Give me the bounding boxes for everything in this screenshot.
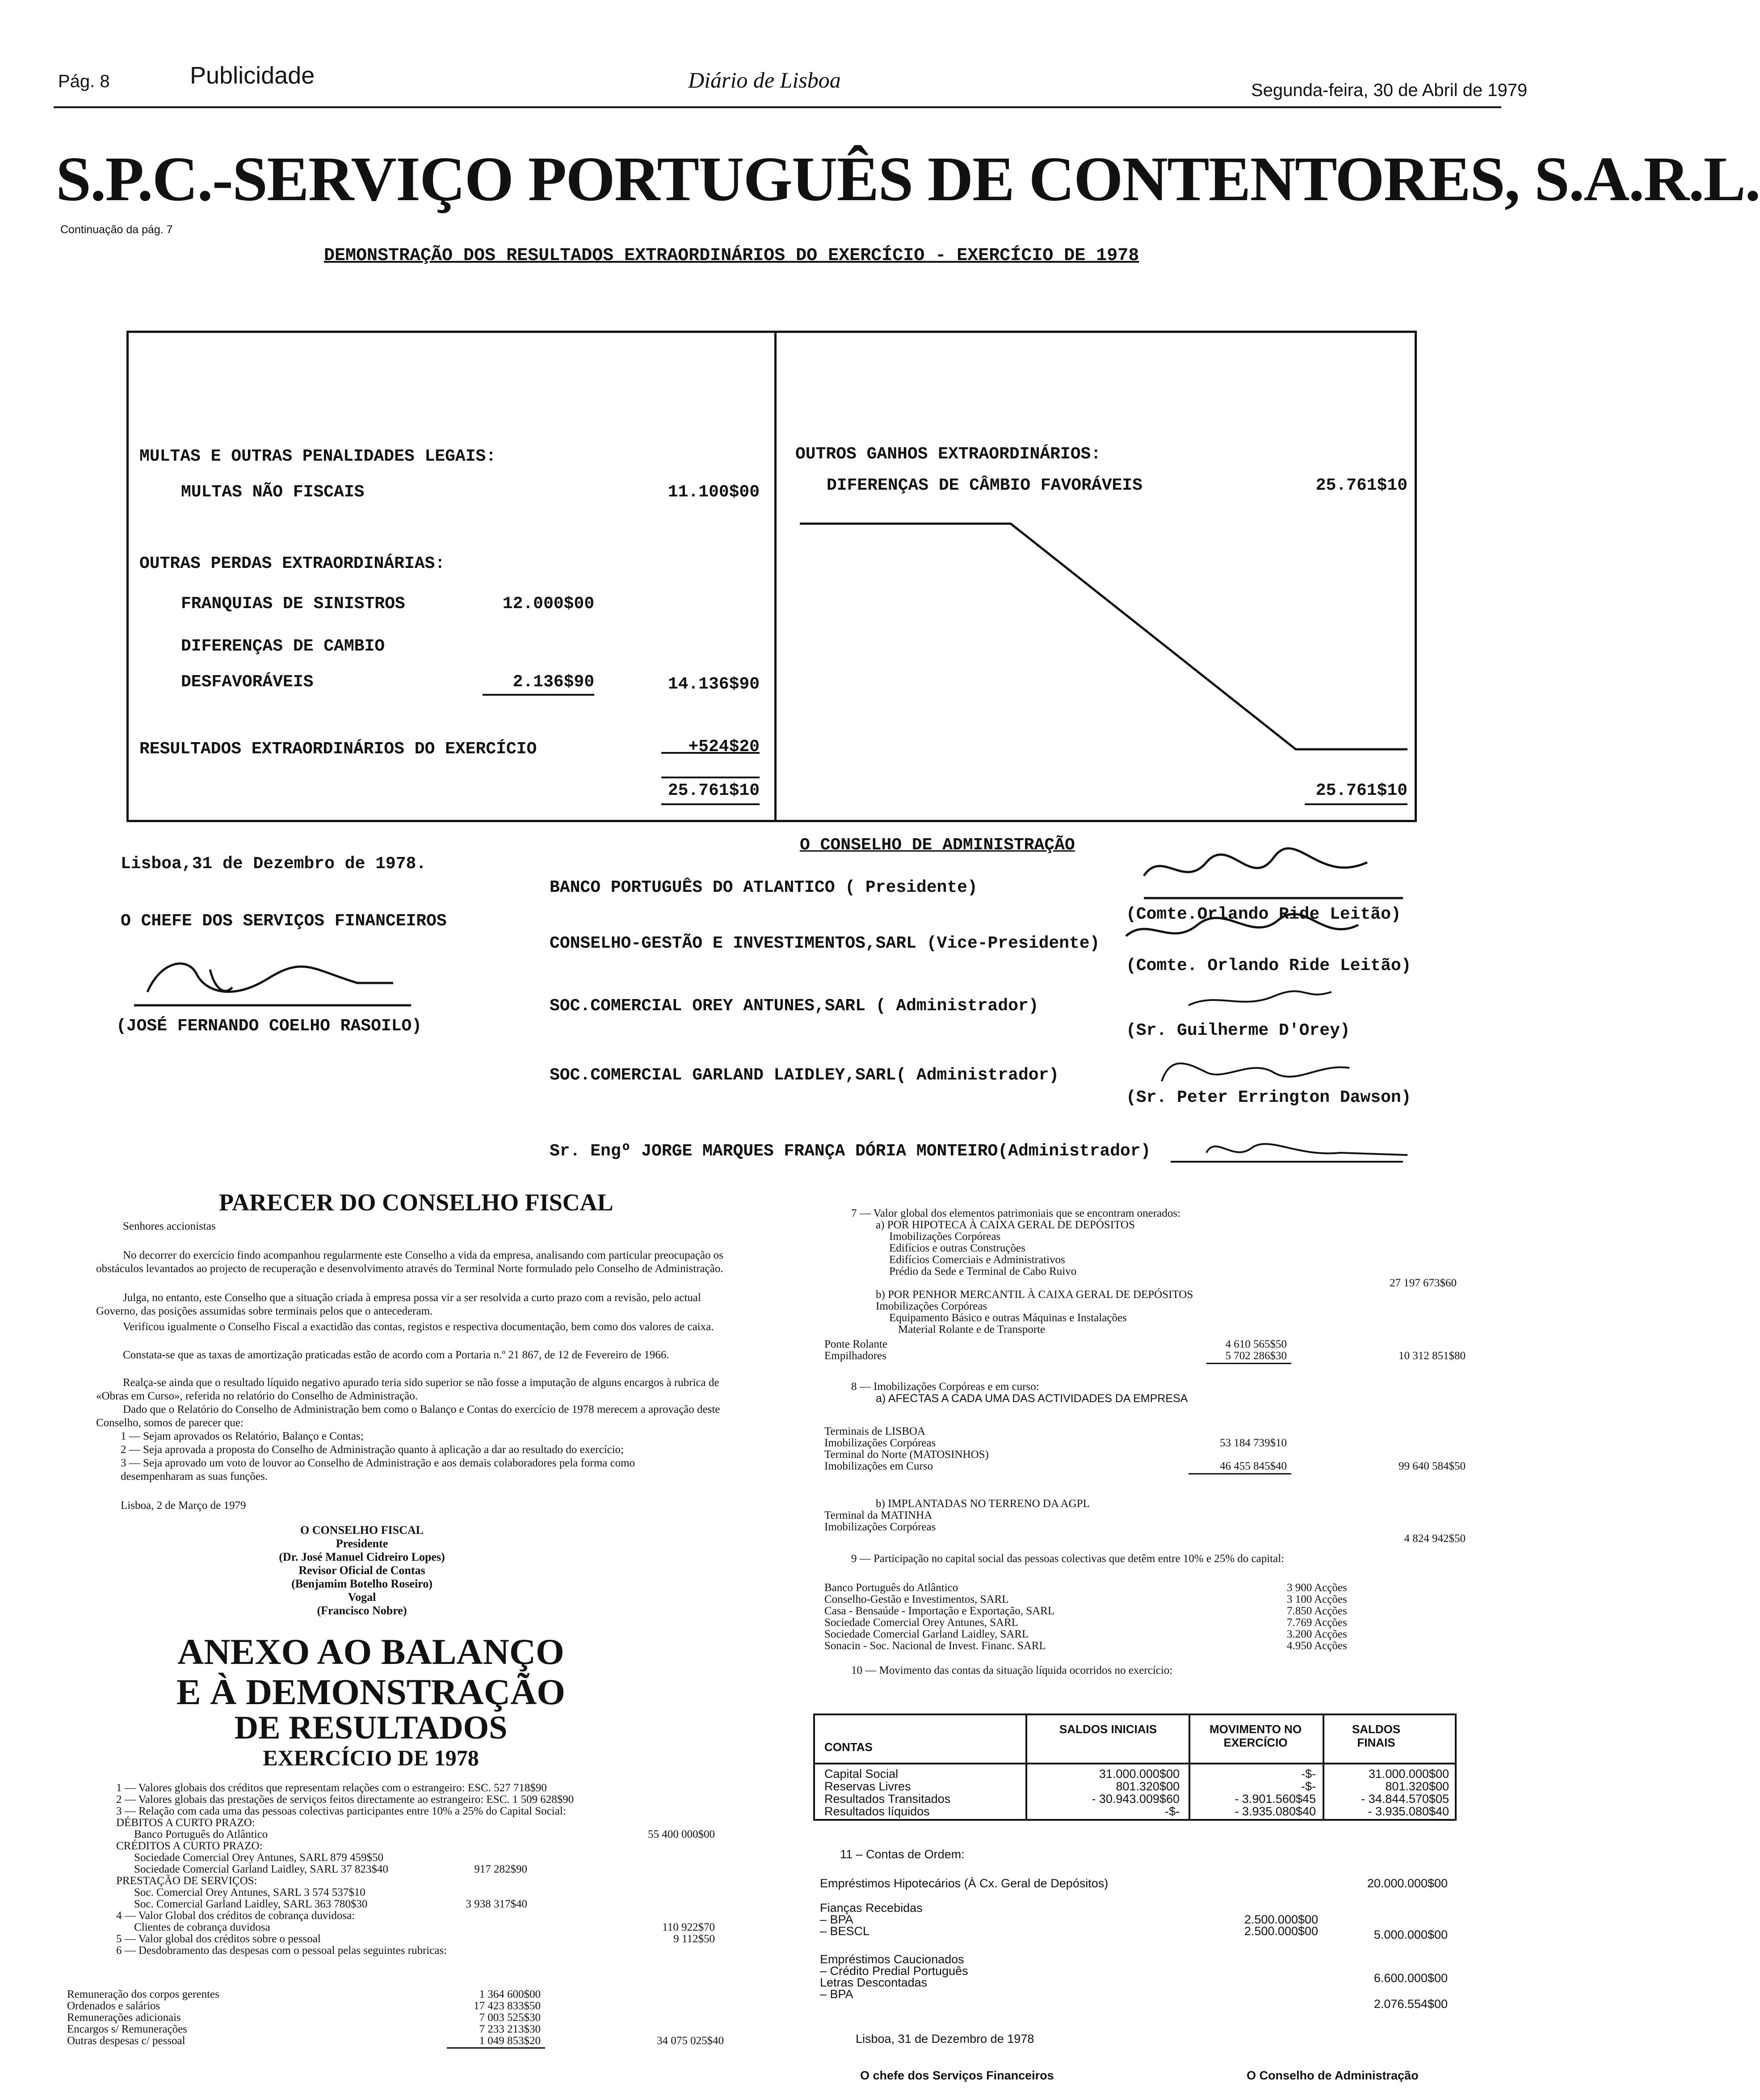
tr1-c1: 801.320$00 [1116, 1780, 1180, 1793]
ordem-3-b: 5.000.000$00 [1374, 1928, 1448, 1941]
expense-1: Ordenados e salários [67, 2000, 160, 2012]
item7b-l0: Imobilizações Corpóreas [876, 1300, 987, 1312]
anexo-title-3: DE RESULTADOS [234, 1709, 508, 1746]
anexo-line-10: Soc. Comercial Garland Laidley, SARL 363 780$30 [134, 1898, 368, 1910]
table-col-rule-3 [1323, 1714, 1324, 1821]
parecer-item-3: 3 — Seja aprovado um voto de louvor ao Conselho de Administração e aos demais colaboradores pela forma como desempenharam as suas funções. [121, 1457, 635, 1483]
ponte-value: 4 610 565$50 [1225, 1338, 1287, 1350]
item8a-l0: Terminais de LISBOA [824, 1425, 925, 1437]
item8a-l1: Imobilizações Corpóreas [824, 1437, 936, 1449]
parecer-date: Lisboa, 2 de Março de 1979 [121, 1499, 246, 1512]
th-saldos-finais: SALDOS FINAIS [1352, 1722, 1401, 1749]
ordem-5-b: 6.600.000$00 [1374, 1971, 1448, 1985]
item7a-l3: Prédio da Sede e Terminal de Cabo Ruivo [889, 1265, 1077, 1277]
item8a: a) AFECTAS A CADA UMA DAS ACTIVIDADES DA EMPRESA [876, 1392, 1188, 1405]
diferencas-value: 2.136$90 [512, 672, 594, 692]
tr3-c1: -$- [1165, 1805, 1180, 1818]
rep-2: (Comte. Orlando Ride Leitão) [1126, 956, 1411, 975]
empil-value: 5 702 286$30 [1225, 1350, 1287, 1362]
perdas-total: 14.136$90 [668, 675, 760, 694]
item7b-l1: Equipamento Básico e outras Máquinas e Instalações [889, 1312, 1127, 1324]
shareholder-2-v: 7.850 Acções [1287, 1605, 1347, 1617]
item9: 9 — Participação no capital social das pessoas colectivas que detêm entre 10% e 25% do capital: [851, 1553, 1285, 1565]
anexo-line-4-b: 55 400 000$00 [648, 1828, 715, 1840]
expense-4-a: 1 049 853$20 [479, 2035, 541, 2047]
anexo-line-12-b: 110 922$70 [662, 1921, 715, 1933]
th-movimento: MOVIMENTO NO EXERCÍCIO [1209, 1722, 1302, 1749]
item7a-l0: Imobilizações Corpóreas [889, 1231, 1001, 1243]
table-header-rule [813, 1763, 1457, 1764]
item8b: b) IMPLANTADAS NO TERRENO DA AGPL [876, 1498, 1090, 1510]
shareholder-0-v: 3 900 Acções [1287, 1582, 1347, 1594]
tr1-c0: Reservas Livres [824, 1780, 911, 1793]
tr2-c2: - 3.901.560$45 [1235, 1792, 1316, 1806]
tr1-c2: -$- [1301, 1780, 1316, 1793]
anexo-line-3: DÉBITOS A CURTO PRAZO: [116, 1817, 255, 1829]
shareholder-5-v: 4.950 Acções [1287, 1640, 1347, 1652]
diferencas-label-1: DIFERENÇAS DE CAMBIO [181, 637, 385, 656]
th-contas: CONTAS [824, 1740, 873, 1754]
fiscal-sig-0: O CONSELHO FISCAL [300, 1524, 424, 1537]
ordem-4: Empréstimos Caucionados [820, 1953, 964, 1966]
statement-title: DEMONSTRAÇÃO DOS RESULTADOS EXTRAORDINÁRIOS DO EXERCÍCIO - EXERCÍCIO DE 1978 [324, 246, 1139, 266]
parecer-p5: Realça-se ainda que o resultado líquido negativo apurado teria sido superior se não fosse a imputação de alguns encargos à rubrica de «Obras em Curso», referida no relatório do Conselho de Administração. [96, 1377, 719, 1402]
anexo-line-13: 5 — Valor global dos créditos sobre o pessoal [116, 1933, 321, 1945]
item8a-underline [1189, 1473, 1291, 1474]
anexo-line-7-a: 917 282$90 [474, 1863, 527, 1875]
section-label: Publicidade [190, 62, 315, 89]
parecer-p6: Dado que o Relatório do Conselho de Administração bem como o Balanço e Contas do exercício de 1978 merecem a aprovação deste Conselho, somos de parecer que: [96, 1403, 720, 1429]
item8: 8 — Imobilizações Corpóreas e em curso: [851, 1381, 1039, 1393]
anexo-line-7: Sociedade Comercial Garland Laidley, SARL 37 823$40 [134, 1863, 388, 1875]
expense-2-a: 7 003 525$30 [479, 2012, 541, 2024]
anexo-line-11: 4 — Valor Global dos créditos de cobrança duvidosa: [116, 1910, 355, 1922]
page-title: S.P.C.-SERVIÇO PORTUGUÊS DE CONTENTORES, S.A.R.L. [56, 143, 1760, 214]
chefe-title: O CHEFE DOS SERVIÇOS FINANCEIROS [121, 911, 447, 931]
parecer-item-2: 2 — Seja aprovada a proposta do Conselho de Administração quanto à aplicação a dar ao resultado do exercício; [121, 1444, 624, 1456]
member-5: Sr. Engº JORGE MARQUES FRANÇA DÓRIA MONTEIRO(Administrador) [550, 1142, 1151, 1161]
parecer-p4: Constata-se que as taxas de amortização praticadas estão de acordo com a Portaria n.º 21 867, de 12 de Fevereiro de 1966. [123, 1349, 669, 1361]
expense-underline [447, 2047, 545, 2049]
parecer-p3: Verificou igualmente o Conselho Fiscal a exactidão das contas, registos e respectiva documentação, bem como dos valores de caixa. [123, 1321, 714, 1333]
item8b-l1: Imobilizações Corpóreas [824, 1521, 936, 1533]
ordem-0-b: 20.000.000$00 [1367, 1877, 1448, 1890]
anexo-subtitle: EXERCÍCIO DE 1978 [263, 1745, 479, 1770]
continuation-note: Continuação da pág. 7 [60, 223, 173, 236]
tr3-c2: - 3.935.080$40 [1235, 1805, 1316, 1818]
item7b-total: 10 312 851$80 [1399, 1350, 1466, 1362]
ordem-3-a: 2.500.000$00 [1244, 1924, 1318, 1938]
tr1-c3: 801.320$00 [1385, 1780, 1449, 1793]
fiscal-sig-4: (Benjamim Botelho Roseiro) [291, 1577, 433, 1590]
anexo-title-1: ANEXO AO BALANÇO [177, 1631, 564, 1672]
anexo-line-14: 6 — Desdobramento das despesas com o pessoal pelas seguintes rubricas: [116, 1945, 447, 1957]
ordem-5: – Crédito Predial Português [820, 1964, 968, 1978]
shareholder-4-v: 3.200 Acções [1287, 1628, 1347, 1640]
expense-0-a: 1 364 600$00 [479, 1988, 541, 2000]
fiscal-sig-1: Presidente [336, 1537, 388, 1550]
chefe-name: (JOSÉ FERNANDO COELHO RASOILO) [116, 1016, 422, 1036]
anexo-line-10-a: 3 938 317$40 [466, 1898, 527, 1910]
fiscal-sig-6: (Francisco Nobre) [317, 1604, 407, 1617]
shareholder-3-v: 7.769 Acções [1287, 1617, 1347, 1629]
tr3-c0: Resultados líquidos [824, 1805, 930, 1818]
left-total: 25.761$10 [668, 781, 760, 800]
ordem-2-a: 2.500.000$00 [1244, 1913, 1318, 1926]
item7: 7 — Valor global dos elementos patrimoniais que se encontram onerados: [851, 1207, 1180, 1219]
shareholder-0: Banco Português do Atlântico [824, 1582, 958, 1594]
ordem-3: – BESCL [820, 1924, 870, 1938]
multas-label: MULTAS NÃO FISCAIS [181, 483, 365, 502]
anexo-line-0: 1 — Valores globais dos créditos que representam relações com o estrangeiro: ESC. 527 718$90 [116, 1782, 547, 1794]
ganhos-value: 25.761$10 [1315, 476, 1407, 495]
item7a-value: 27 197 673$60 [1390, 1277, 1457, 1289]
shareholder-5: Sonacin - Soc. Nacional de Invest. Financ. SARL [824, 1640, 1046, 1652]
tr2-c3: - 34.844.570$05 [1361, 1792, 1449, 1806]
expense-3: Encargos s/ Remunerações [67, 2023, 187, 2035]
anexo-line-12: Clientes de cobrança duvidosa [134, 1921, 270, 1933]
item7a: a) POR HIPOTECA À CAIXA GERAL DE DEPÓSITOS [876, 1219, 1135, 1231]
rep-4: (Sr. Peter Errington Dawson) [1126, 1088, 1411, 1107]
expense-4-b: 34 075 025$40 [657, 2035, 724, 2047]
tr0-c3: 31.000.000$00 [1368, 1767, 1449, 1781]
fiscal-sig-5: Vogal [348, 1591, 376, 1604]
rep-1: (Comte.Orlando Ride Leitão) [1126, 905, 1401, 924]
anexo-line-8: PRESTAÇÃO DE SERVIÇOS: [116, 1875, 257, 1887]
item8a-v2: 46 455 845$40 [1220, 1460, 1287, 1472]
parecer-greeting: Senhores accionistas [123, 1220, 216, 1232]
ordem-1: Fianças Recebidas [820, 1901, 923, 1915]
shareholder-3: Sociedade Comercial Orey Antunes, SARL [824, 1617, 1018, 1629]
franquias-value: 12.000$00 [502, 594, 594, 613]
franquias-label: FRANQUIAS DE SINISTROS [181, 594, 405, 613]
result-value: +524$20 [688, 737, 760, 756]
expense-2: Remunerações adicionais [67, 2012, 181, 2024]
anexo-line-6: Sociedade Comercial Orey Antunes, SARL 879 459$50 [134, 1852, 384, 1864]
expense-4: Outras despesas c/ pessoal [67, 2035, 185, 2047]
rep-3: (Sr. Guilherme D'Orey) [1126, 1021, 1350, 1040]
item7a-l2: Edifícios Comerciais e Administrativos [889, 1254, 1065, 1266]
tr2-c0: Resultados Transitados [824, 1792, 951, 1806]
member-4: SOC.COMERCIAL GARLAND LAIDLEY,SARL( Administrador) [550, 1066, 1059, 1085]
ganhos-heading: OUTROS GANHOS EXTRAORDINÁRIOS: [795, 445, 1101, 464]
item7b: b) POR PENHOR MERCANTIL À CAIXA GERAL DE DEPÓSITOS [876, 1289, 1193, 1301]
member-2: CONSELHO-GESTÃO E INVESTIMENTOS,SARL (Vice-Presidente) [550, 934, 1100, 953]
item8a-total: 99 640 584$50 [1399, 1460, 1466, 1472]
ordem-2: – BPA [820, 1913, 853, 1926]
member-3: SOC.COMERCIAL OREY ANTUNES,SARL ( Administrador) [550, 996, 1039, 1016]
parecer-item-1: 1 — Sejam aprovados os Relatório, Balanço e Contas; [121, 1430, 364, 1442]
fiscal-sig-2: (Dr. José Manuel Cidreiro Lopes) [279, 1550, 445, 1563]
table-col-rule-1 [1025, 1714, 1027, 1821]
member-1: BANCO PORTUGUÊS DO ATLANTICO ( Presidente) [550, 878, 978, 897]
item7b-l2: Material Rolante e de Transporte [898, 1323, 1046, 1336]
newspaper-name: Diário de Lisboa [688, 67, 841, 92]
ordem-0: Empréstimos Hipotecários (À Cx. Geral de Depósitos) [820, 1877, 1109, 1890]
multas-value: 11.100$00 [668, 483, 760, 502]
shareholder-1: Conselho-Gestão e Investimentos, SARL [824, 1593, 1009, 1605]
anexo-line-1: 2 — Valores globais das prestações de serviços feitos directamente ao estrangeiro: ESC. 1 509 628$90 [116, 1793, 574, 1806]
anexo-line-9: Soc. Comercial Orey Antunes, SARL 3 574 537$10 [134, 1886, 365, 1898]
anexo-line-4: Banco Português do Atlântico [134, 1828, 268, 1840]
item7a-l1: Edifícios e outras Construções [889, 1242, 1025, 1254]
shareholder-4: Sociedade Comercial Garland Laidley, SARL [824, 1628, 1029, 1640]
tr0-c1: 31.000.000$00 [1099, 1767, 1180, 1781]
ordem-7: – BPA [820, 1987, 853, 2001]
empil-label: Empilhadores [824, 1350, 886, 1362]
parecer-p1: No decorrer do exercício findo acompanhou regularmente este Conselho a vida da empresa, analisando com particular preocupação os obstáculos levantados ao projecto de recuperação e desenvolvimento através do Terminal Norte formulado pelo Conselho de Administração. [96, 1249, 723, 1275]
item11: 11 – Contas de Ordem: [840, 1848, 965, 1861]
parecer-title: PARECER DO CONSELHO FISCAL [219, 1189, 613, 1216]
expense-1-a: 17 423 833$50 [474, 2000, 541, 2012]
item8a-v1: 53 184 739$10 [1220, 1437, 1287, 1449]
place-date: Lisboa,31 de Dezembro de 1978. [121, 854, 427, 874]
diferencas-label-2: DESFAVORÁVEIS [181, 672, 314, 692]
anexo-line-2: 3 — Relação com cada uma das pessoas colectivas participantes entre 10% a 25% do Capital Social: [116, 1805, 566, 1817]
right-total: 25.761$10 [1315, 781, 1407, 800]
issue-date: Segunda-feira, 30 de Abril de 1979 [1251, 80, 1528, 100]
anexo-line-13-b: 9 112$50 [673, 1933, 715, 1945]
ordem-6: Letras Descontadas [820, 1976, 928, 1989]
ganhos-label: DIFERENÇAS DE CÂMBIO FAVORÁVEIS [827, 476, 1143, 495]
item8a-l2: Terminal do Norte (MATOSINHOS) [824, 1449, 989, 1461]
result-label: RESULTADOS EXTRAORDINÁRIOS DO EXERCÍCIO [139, 739, 537, 759]
final-sig-right: O Conselho de Administração [1247, 2069, 1419, 2082]
shareholder-1-v: 3 100 Acções [1287, 1593, 1347, 1605]
final-date: Lisboa, 31 de Dezembro de 1978 [856, 2032, 1034, 2045]
ponte-label: Ponte Rolante [824, 1338, 887, 1350]
th-saldos-iniciais: SALDOS INICIAIS [1059, 1722, 1157, 1736]
tr0-c2: -$- [1301, 1767, 1316, 1781]
fiscal-sig-3: Revisor Oficial de Contas [298, 1564, 425, 1577]
item8b-l0: Terminal da MATINHA [824, 1509, 933, 1521]
parecer-p2: Julga, no entanto, este Conselho que a situação criada à empresa possa vir a ser resolvida a curto prazo com a revisão, pelo actual Governo, das posições assumidas sobre terminais pelos que o antecederam. [96, 1292, 701, 1317]
perdas-heading: OUTRAS PERDAS EXTRAORDINÁRIAS: [139, 554, 445, 573]
expense-3-a: 7 233 213$30 [479, 2023, 541, 2035]
tr3-c3: - 3.935.080$40 [1368, 1805, 1449, 1818]
item8a-l3: Imobilizações em Curso [824, 1460, 933, 1472]
item8b-value: 4 824 942$50 [1404, 1533, 1466, 1545]
shareholder-2: Casa - Bensaúde - Importação e Exportação, SARL [824, 1605, 1055, 1617]
page-number: Pág. 8 [58, 71, 110, 91]
item10: 10 — Movimento das contas da situação líquida ocorridos no exercício: [851, 1664, 1173, 1676]
table-col-rule-2 [1189, 1714, 1190, 1821]
tr2-c1: - 30.943.009$60 [1092, 1792, 1180, 1806]
council-title: O CONSELHO DE ADMINISTRAÇÃO [800, 836, 1075, 855]
expense-0: Remuneração dos corpos gerentes [67, 1988, 219, 2000]
tr0-c0: Capital Social [824, 1767, 899, 1781]
ordem-7-b: 2.076.554$00 [1374, 1997, 1448, 2011]
final-sig-left: O chefe dos Serviços Financeiros [860, 2069, 1054, 2082]
item7b-underline [1206, 1363, 1291, 1364]
anexo-title-2: E À DEMONSTRAÇÃO [176, 1672, 566, 1712]
multas-heading: MULTAS E OUTRAS PENALIDADES LEGAIS: [139, 447, 496, 466]
fiscal-signatures [250, 1524, 474, 1617]
anexo-line-5: CRÉDITOS A CURTO PRAZO: [116, 1840, 263, 1852]
